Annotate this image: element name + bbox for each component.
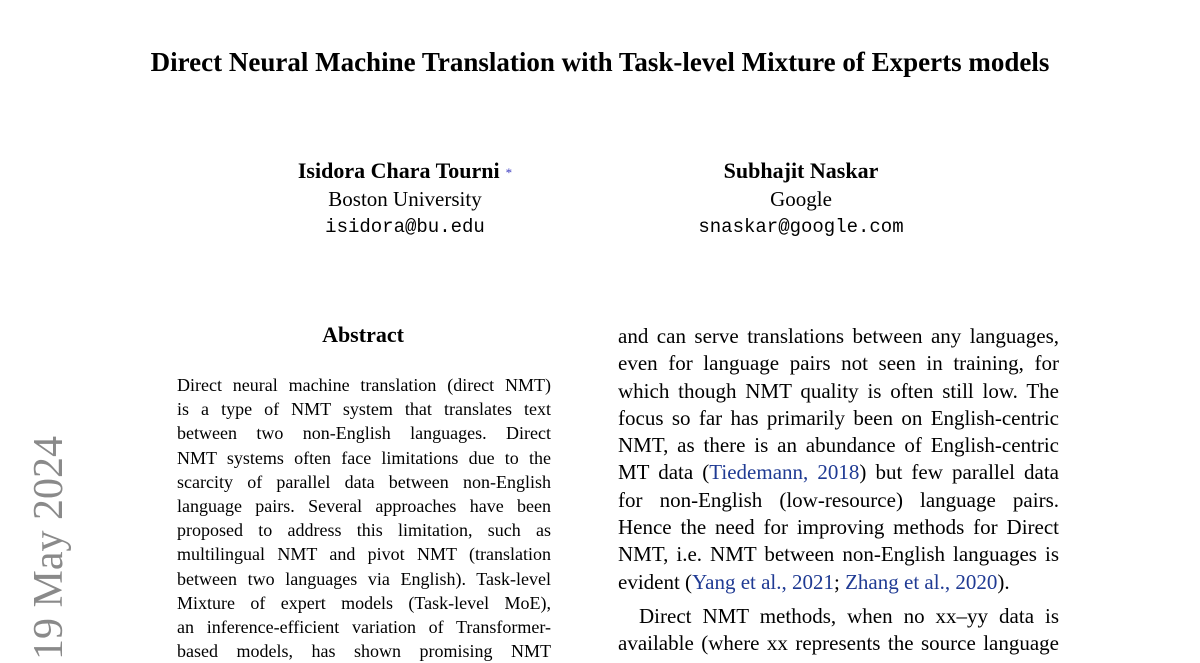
body-line: MT data (Tiedemann, 2018) but few parallel data (618, 460, 1060, 485)
body-text-column (618, 323, 1059, 658)
body-line: and can serve translations between any languages, (618, 324, 1059, 348)
body-line: Direct NMT methods, when no xx–yy data is (639, 603, 1059, 628)
abstract-line: language pairs. Several approaches have been (177, 496, 551, 517)
arxiv-date-stamp: 19 May 2024 (26, 436, 72, 660)
body-line: available (where xx represents the source language (618, 631, 1059, 656)
author-email: snaskar@google.com (698, 216, 904, 238)
author-block (651, 157, 951, 241)
abstract-line: Direct neural machine translation (direct NMT) (177, 375, 551, 395)
abstract-line: multilingual NMT and pivot NMT (translation (177, 544, 551, 565)
citation-link[interactable]: Yang et al., 2021 (692, 569, 835, 594)
author-name: Subhajit Naskar (723, 158, 879, 183)
body-line: for non-English (low-resource) language pairs. (618, 487, 1059, 512)
citation-link[interactable]: Tiedemann, 2018 (709, 460, 860, 485)
body-paragraph (618, 323, 1059, 596)
body-line: Hence the need for improving methods for Direct (618, 515, 1059, 540)
abstract-body (177, 373, 551, 663)
body-line: which though NMT quality is often still low. The (618, 378, 1059, 403)
author-block (255, 157, 555, 241)
paper-title: Direct Neural Machine Translation with Task-level Mixture of Experts models (150, 47, 1050, 77)
author-email: isidora@bu.edu (325, 216, 485, 238)
body-paragraph (618, 603, 1059, 658)
abstract-line: based models, has shown promising NMT (177, 641, 551, 662)
body-line: NMT, as there is an abundance of English-centric (618, 433, 1059, 458)
author-name: Isidora Chara Tourni * (297, 158, 513, 183)
abstract-line: is a type of NMT system that translates text (177, 399, 551, 420)
abstract-line: scarcity of parallel data between non-English (177, 471, 551, 492)
author-affiliation: Boston University (328, 187, 482, 211)
body-line: even for language pairs not seen in training, for (618, 351, 1059, 376)
body-line: focus so far has primarily been on English-centric (618, 405, 1059, 430)
abstract-line: NMT systems often face limitations due to the (177, 447, 551, 468)
body-line: evident (Yang et al., 2021; Zhang et al., 2020). (618, 569, 1010, 594)
abstract-line: Mixture of expert models (Task-level MoE), (177, 592, 551, 613)
abstract-line: proposed to address this limitation, such as (177, 520, 551, 541)
citation-link[interactable]: Zhang et al., 2020 (845, 569, 998, 594)
author-affiliation: Google (770, 187, 832, 211)
abstract-line: between two languages via English). Task-level (177, 568, 551, 589)
footnote-marker[interactable]: * (505, 165, 513, 180)
abstract-line: between two non-English languages. Direct (177, 423, 551, 444)
body-line: NMT, i.e. NMT between non-English languages is (618, 542, 1059, 567)
abstract-heading: Abstract (322, 322, 404, 347)
abstract-line: an inference-efficient variation of Transformer- (177, 617, 551, 638)
